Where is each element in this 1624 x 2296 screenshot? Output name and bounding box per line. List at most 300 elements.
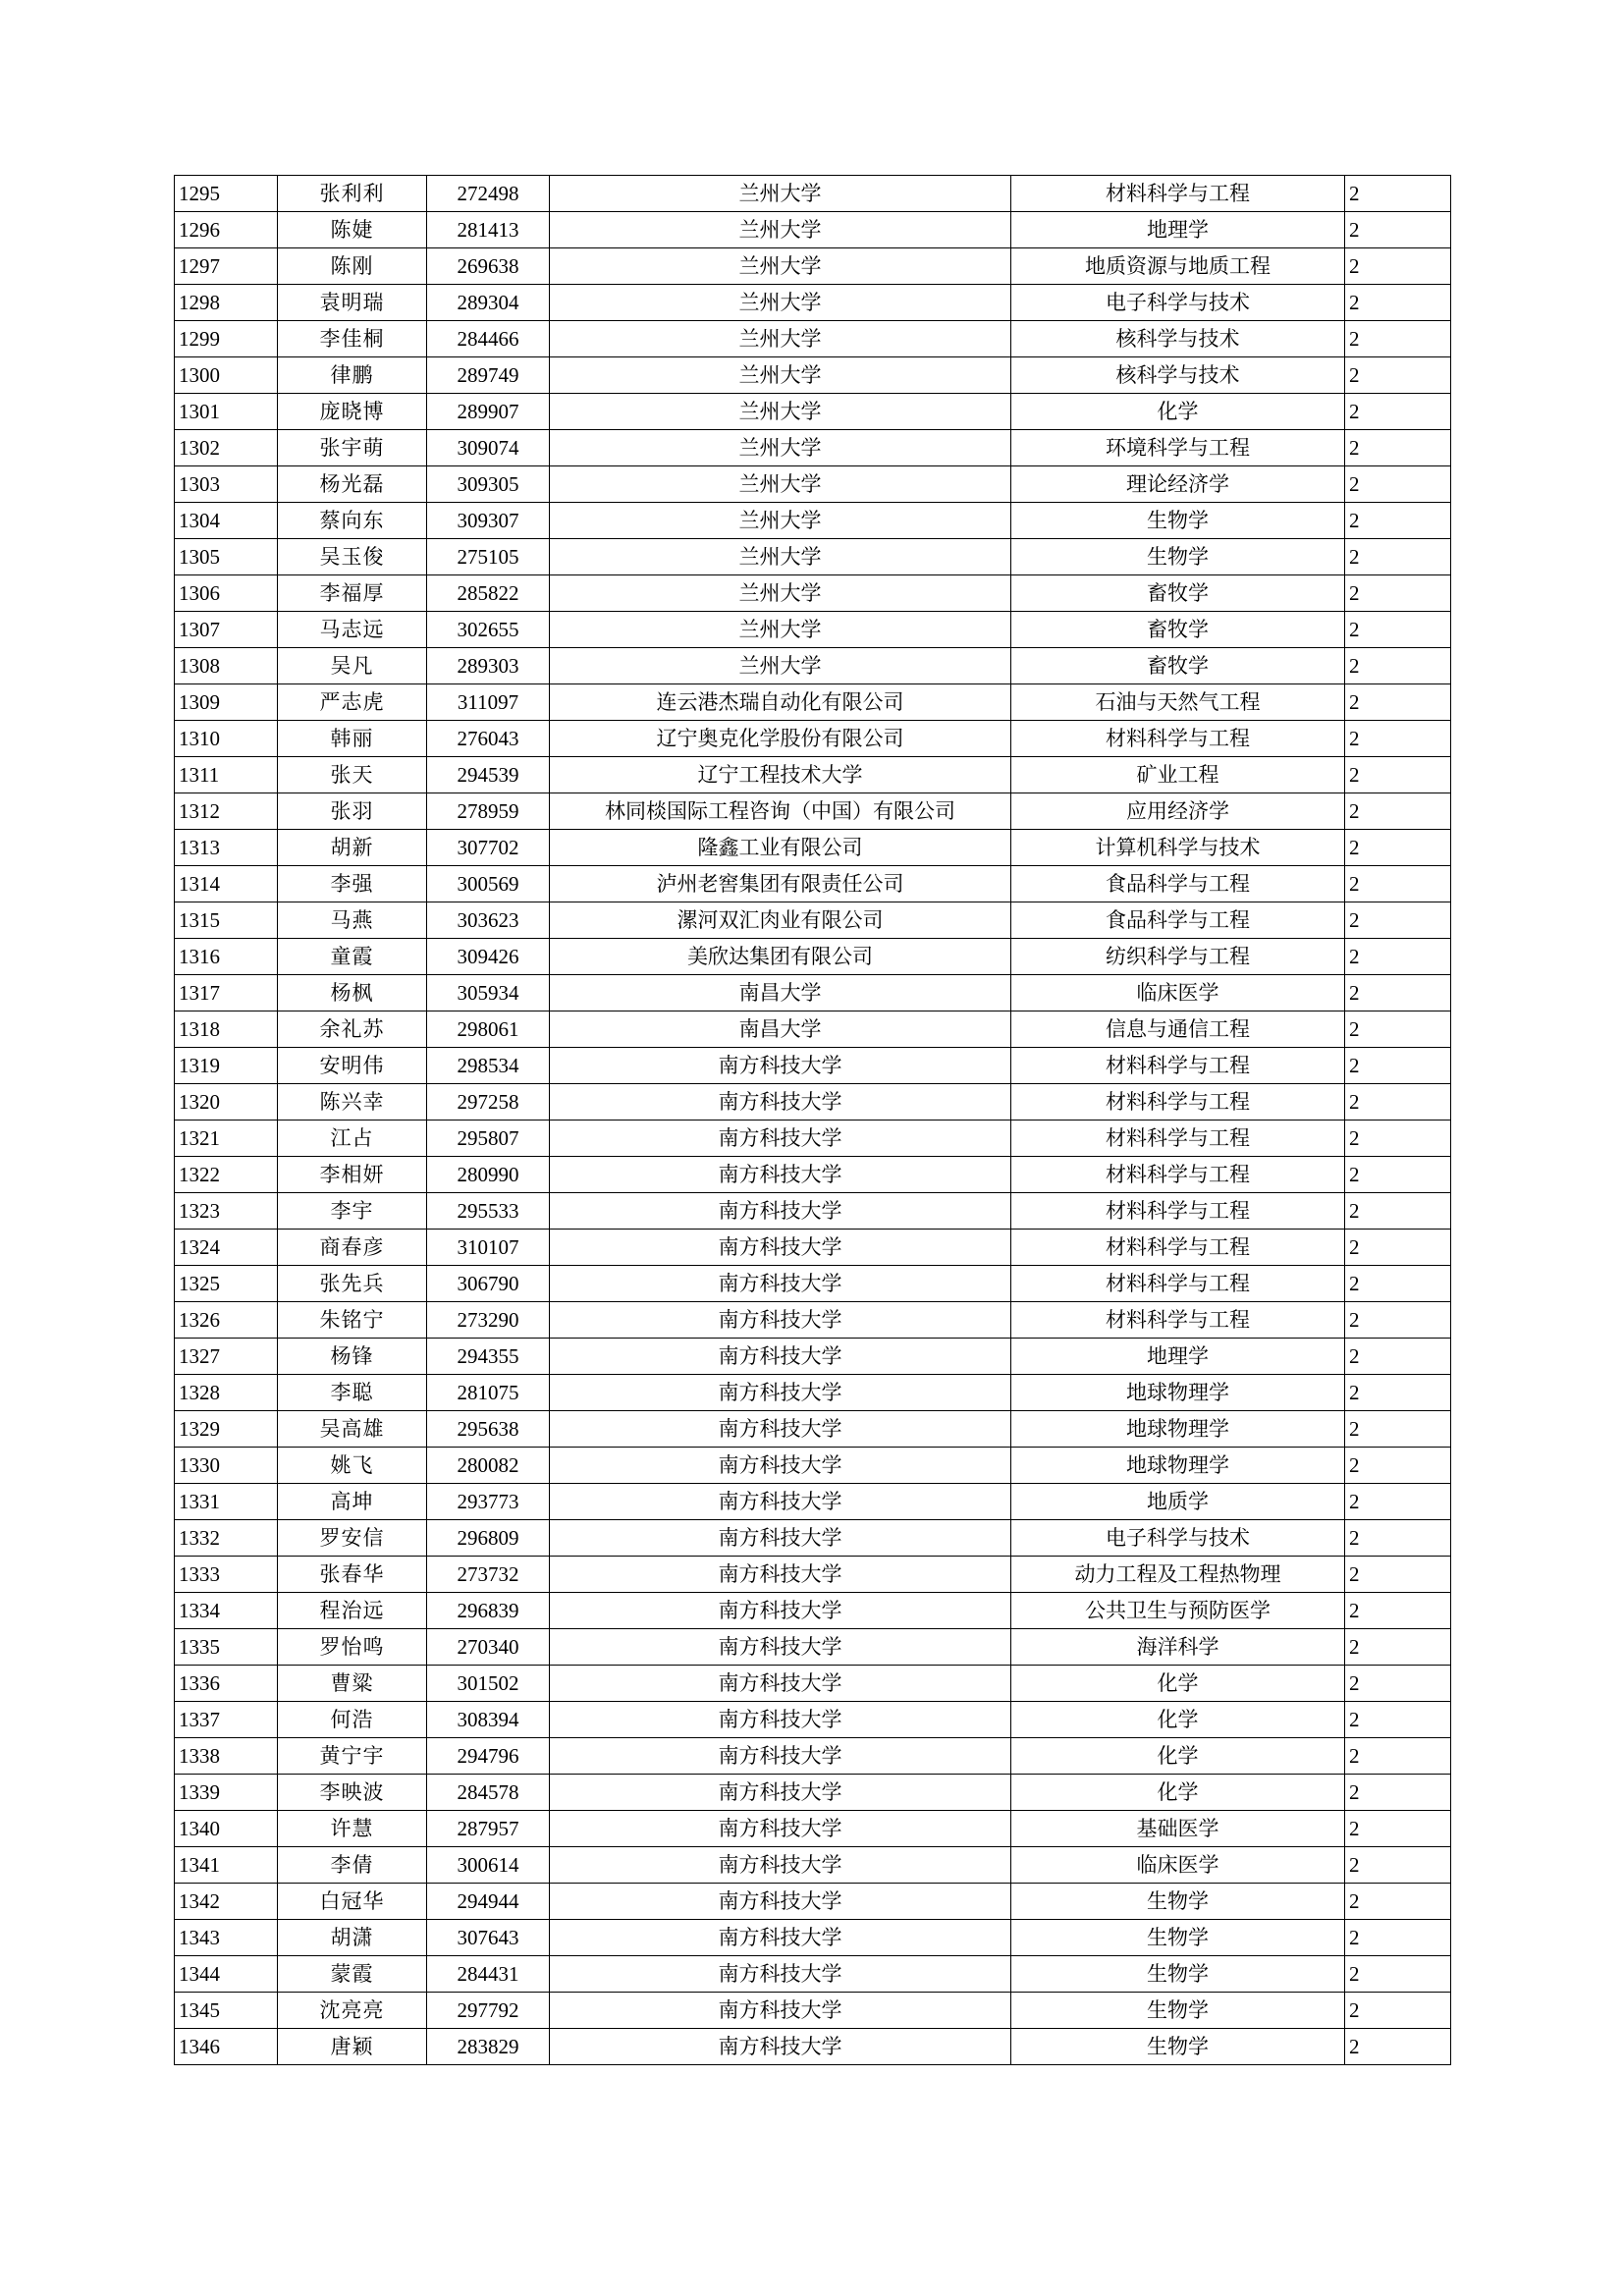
- cell-id: 307702: [427, 830, 550, 866]
- cell-id: 300614: [427, 1847, 550, 1884]
- cell-major: 地理学: [1011, 212, 1345, 248]
- cell-major: 电子科学与技术: [1011, 285, 1345, 321]
- cell-index: 1310: [175, 721, 278, 757]
- cell-major: 基础医学: [1011, 1811, 1345, 1847]
- cell-major: 材料科学与工程: [1011, 1084, 1345, 1121]
- cell-count: 2: [1345, 1775, 1451, 1811]
- cell-id: 289304: [427, 285, 550, 321]
- cell-major: 纺织科学与工程: [1011, 939, 1345, 975]
- cell-name: 陈刚: [278, 248, 427, 285]
- cell-organization: 南方科技大学: [550, 1484, 1011, 1520]
- cell-count: 2: [1345, 830, 1451, 866]
- cell-count: 2: [1345, 721, 1451, 757]
- cell-count: 2: [1345, 321, 1451, 357]
- cell-id: 305934: [427, 975, 550, 1011]
- cell-name: 高坤: [278, 1484, 427, 1520]
- cell-organization: 隆鑫工业有限公司: [550, 830, 1011, 866]
- cell-name: 韩丽: [278, 721, 427, 757]
- cell-name: 张先兵: [278, 1266, 427, 1302]
- cell-name: 李相妍: [278, 1157, 427, 1193]
- table-row: [175, 1520, 1451, 1557]
- cell-index: 1320: [175, 1084, 278, 1121]
- table-row: [175, 1484, 1451, 1520]
- cell-id: 289749: [427, 357, 550, 394]
- cell-name: 律鹏: [278, 357, 427, 394]
- cell-count: 2: [1345, 1266, 1451, 1302]
- cell-name: 蒙霞: [278, 1956, 427, 1993]
- cell-name: 庞晓博: [278, 394, 427, 430]
- cell-organization: 兰州大学: [550, 394, 1011, 430]
- table-row: [175, 1702, 1451, 1738]
- cell-major: 材料科学与工程: [1011, 1302, 1345, 1339]
- cell-index: 1321: [175, 1121, 278, 1157]
- cell-id: 285822: [427, 575, 550, 612]
- cell-name: 陈兴幸: [278, 1084, 427, 1121]
- cell-count: 2: [1345, 357, 1451, 394]
- table-row: [175, 1993, 1451, 2029]
- cell-id: 295638: [427, 1411, 550, 1448]
- cell-id: 283829: [427, 2029, 550, 2065]
- cell-id: 281413: [427, 212, 550, 248]
- cell-major: 临床医学: [1011, 975, 1345, 1011]
- cell-count: 2: [1345, 1339, 1451, 1375]
- cell-count: 2: [1345, 975, 1451, 1011]
- cell-organization: 美欣达集团有限公司: [550, 939, 1011, 975]
- table-row: [175, 1011, 1451, 1048]
- cell-name: 李宇: [278, 1193, 427, 1230]
- cell-index: 1336: [175, 1666, 278, 1702]
- cell-organization: 南方科技大学: [550, 1448, 1011, 1484]
- cell-count: 2: [1345, 1738, 1451, 1775]
- cell-index: 1332: [175, 1520, 278, 1557]
- cell-index: 1319: [175, 1048, 278, 1084]
- cell-major: 应用经济学: [1011, 793, 1345, 830]
- cell-count: 2: [1345, 1884, 1451, 1920]
- cell-id: 295807: [427, 1121, 550, 1157]
- cell-organization: 漯河双汇肉业有限公司: [550, 902, 1011, 939]
- cell-count: 2: [1345, 1230, 1451, 1266]
- table-row: [175, 866, 1451, 902]
- cell-id: 311097: [427, 684, 550, 721]
- cell-organization: 南方科技大学: [550, 1702, 1011, 1738]
- cell-major: 海洋科学: [1011, 1629, 1345, 1666]
- cell-id: 301502: [427, 1666, 550, 1702]
- cell-id: 289907: [427, 394, 550, 430]
- cell-name: 沈亮亮: [278, 1993, 427, 2029]
- cell-index: 1314: [175, 866, 278, 902]
- cell-major: 地球物理学: [1011, 1448, 1345, 1484]
- cell-count: 2: [1345, 430, 1451, 466]
- table-row: [175, 1557, 1451, 1593]
- table-row: [175, 1629, 1451, 1666]
- cell-organization: 南方科技大学: [550, 2029, 1011, 2065]
- cell-id: 296839: [427, 1593, 550, 1629]
- cell-name: 杨锋: [278, 1339, 427, 1375]
- cell-index: 1338: [175, 1738, 278, 1775]
- table-row: [175, 939, 1451, 975]
- table-row: [175, 466, 1451, 503]
- table-row: [175, 1811, 1451, 1847]
- cell-index: 1345: [175, 1993, 278, 2029]
- table-row: [175, 357, 1451, 394]
- cell-id: 298534: [427, 1048, 550, 1084]
- cell-id: 310107: [427, 1230, 550, 1266]
- cell-count: 2: [1345, 212, 1451, 248]
- cell-major: 石油与天然气工程: [1011, 684, 1345, 721]
- cell-count: 2: [1345, 1593, 1451, 1629]
- cell-organization: 辽宁工程技术大学: [550, 757, 1011, 793]
- table-row: [175, 212, 1451, 248]
- table-row: [175, 1411, 1451, 1448]
- cell-index: 1305: [175, 539, 278, 575]
- cell-id: 269638: [427, 248, 550, 285]
- cell-index: 1317: [175, 975, 278, 1011]
- cell-id: 295533: [427, 1193, 550, 1230]
- cell-id: 302655: [427, 612, 550, 648]
- cell-name: 杨枫: [278, 975, 427, 1011]
- cell-index: 1301: [175, 394, 278, 430]
- cell-index: 1302: [175, 430, 278, 466]
- cell-major: 生物学: [1011, 1993, 1345, 2029]
- cell-id: 273290: [427, 1302, 550, 1339]
- cell-count: 2: [1345, 1011, 1451, 1048]
- cell-organization: 兰州大学: [550, 430, 1011, 466]
- cell-name: 蔡向东: [278, 503, 427, 539]
- table-row: [175, 721, 1451, 757]
- table-row: [175, 1375, 1451, 1411]
- cell-count: 2: [1345, 503, 1451, 539]
- cell-organization: 南方科技大学: [550, 1920, 1011, 1956]
- cell-count: 2: [1345, 1557, 1451, 1593]
- table-row: [175, 1448, 1451, 1484]
- cell-count: 2: [1345, 394, 1451, 430]
- cell-count: 2: [1345, 1084, 1451, 1121]
- cell-organization: 南方科技大学: [550, 1266, 1011, 1302]
- cell-id: 294796: [427, 1738, 550, 1775]
- cell-major: 地质学: [1011, 1484, 1345, 1520]
- cell-name: 李佳桐: [278, 321, 427, 357]
- cell-organization: 南方科技大学: [550, 1411, 1011, 1448]
- table-row: [175, 394, 1451, 430]
- cell-name: 严志虎: [278, 684, 427, 721]
- cell-name: 李聪: [278, 1375, 427, 1411]
- cell-id: 303623: [427, 902, 550, 939]
- cell-major: 材料科学与工程: [1011, 721, 1345, 757]
- table-row: [175, 684, 1451, 721]
- cell-count: 2: [1345, 1702, 1451, 1738]
- cell-count: 2: [1345, 539, 1451, 575]
- cell-name: 程治远: [278, 1593, 427, 1629]
- table-row: [175, 1121, 1451, 1157]
- cell-index: 1313: [175, 830, 278, 866]
- cell-organization: 南方科技大学: [550, 1375, 1011, 1411]
- cell-count: 2: [1345, 757, 1451, 793]
- cell-major: 材料科学与工程: [1011, 1048, 1345, 1084]
- cell-name: 胡潇: [278, 1920, 427, 1956]
- cell-id: 289303: [427, 648, 550, 684]
- cell-name: 马燕: [278, 902, 427, 939]
- cell-organization: 南方科技大学: [550, 1593, 1011, 1629]
- cell-index: 1343: [175, 1920, 278, 1956]
- table-row: [175, 757, 1451, 793]
- cell-organization: 兰州大学: [550, 321, 1011, 357]
- cell-organization: 兰州大学: [550, 539, 1011, 575]
- cell-major: 生物学: [1011, 2029, 1345, 2065]
- table-row: [175, 648, 1451, 684]
- cell-name: 童霞: [278, 939, 427, 975]
- table-row: [175, 1302, 1451, 1339]
- cell-index: 1331: [175, 1484, 278, 1520]
- cell-major: 生物学: [1011, 1956, 1345, 1993]
- cell-organization: 南方科技大学: [550, 1302, 1011, 1339]
- table-row: [175, 575, 1451, 612]
- cell-name: 李倩: [278, 1847, 427, 1884]
- cell-name: 张利利: [278, 176, 427, 212]
- cell-index: 1337: [175, 1702, 278, 1738]
- table-row: [175, 793, 1451, 830]
- cell-organization: 林同棪国际工程咨询（中国）有限公司: [550, 793, 1011, 830]
- cell-organization: 兰州大学: [550, 285, 1011, 321]
- cell-id: 284578: [427, 1775, 550, 1811]
- cell-count: 2: [1345, 684, 1451, 721]
- table-row: [175, 1775, 1451, 1811]
- cell-count: 2: [1345, 1956, 1451, 1993]
- cell-index: 1307: [175, 612, 278, 648]
- cell-major: 材料科学与工程: [1011, 1121, 1345, 1157]
- cell-id: 297792: [427, 1993, 550, 2029]
- cell-index: 1322: [175, 1157, 278, 1193]
- cell-count: 2: [1345, 866, 1451, 902]
- table-row: [175, 1920, 1451, 1956]
- cell-index: 1341: [175, 1847, 278, 1884]
- cell-major: 电子科学与技术: [1011, 1520, 1345, 1557]
- cell-id: 296809: [427, 1520, 550, 1557]
- cell-major: 材料科学与工程: [1011, 176, 1345, 212]
- cell-id: 294944: [427, 1884, 550, 1920]
- cell-organization: 兰州大学: [550, 212, 1011, 248]
- cell-major: 生物学: [1011, 1920, 1345, 1956]
- cell-id: 284431: [427, 1956, 550, 1993]
- cell-count: 2: [1345, 1629, 1451, 1666]
- cell-index: 1316: [175, 939, 278, 975]
- cell-major: 临床医学: [1011, 1847, 1345, 1884]
- cell-organization: 兰州大学: [550, 575, 1011, 612]
- cell-id: 280990: [427, 1157, 550, 1193]
- cell-organization: 南方科技大学: [550, 1339, 1011, 1375]
- cell-count: 2: [1345, 575, 1451, 612]
- cell-major: 化学: [1011, 1702, 1345, 1738]
- cell-count: 2: [1345, 1520, 1451, 1557]
- cell-count: 2: [1345, 939, 1451, 975]
- cell-organization: 连云港杰瑞自动化有限公司: [550, 684, 1011, 721]
- cell-name: 李映波: [278, 1775, 427, 1811]
- cell-name: 杨光磊: [278, 466, 427, 503]
- cell-id: 298061: [427, 1011, 550, 1048]
- cell-organization: 南方科技大学: [550, 1121, 1011, 1157]
- cell-name: 朱铭宁: [278, 1302, 427, 1339]
- cell-count: 2: [1345, 902, 1451, 939]
- cell-major: 畜牧学: [1011, 575, 1345, 612]
- table-row: [175, 1593, 1451, 1629]
- cell-count: 2: [1345, 1448, 1451, 1484]
- cell-id: 280082: [427, 1448, 550, 1484]
- cell-index: 1318: [175, 1011, 278, 1048]
- cell-major: 地质资源与地质工程: [1011, 248, 1345, 285]
- cell-id: 300569: [427, 866, 550, 902]
- cell-major: 核科学与技术: [1011, 321, 1345, 357]
- cell-count: 2: [1345, 466, 1451, 503]
- cell-name: 罗怡鸣: [278, 1629, 427, 1666]
- cell-id: 309426: [427, 939, 550, 975]
- table-row: [175, 1266, 1451, 1302]
- cell-id: 278959: [427, 793, 550, 830]
- cell-index: 1326: [175, 1302, 278, 1339]
- cell-major: 矿业工程: [1011, 757, 1345, 793]
- cell-major: 核科学与技术: [1011, 357, 1345, 394]
- cell-index: 1344: [175, 1956, 278, 1993]
- cell-organization: 南方科技大学: [550, 1629, 1011, 1666]
- cell-index: 1325: [175, 1266, 278, 1302]
- cell-name: 马志远: [278, 612, 427, 648]
- table-container: [174, 175, 1450, 2065]
- cell-index: 1312: [175, 793, 278, 830]
- table-row: [175, 1956, 1451, 1993]
- cell-major: 生物学: [1011, 503, 1345, 539]
- cell-name: 黄宁宇: [278, 1738, 427, 1775]
- table-row: [175, 430, 1451, 466]
- table-row: [175, 902, 1451, 939]
- cell-count: 2: [1345, 1302, 1451, 1339]
- cell-count: 2: [1345, 1193, 1451, 1230]
- cell-organization: 南方科技大学: [550, 1993, 1011, 2029]
- cell-major: 化学: [1011, 1775, 1345, 1811]
- cell-id: 294539: [427, 757, 550, 793]
- cell-id: 270340: [427, 1629, 550, 1666]
- table-row: [175, 975, 1451, 1011]
- cell-organization: 兰州大学: [550, 176, 1011, 212]
- cell-name: 张羽: [278, 793, 427, 830]
- cell-name: 吴高雄: [278, 1411, 427, 1448]
- table-row: [175, 830, 1451, 866]
- cell-count: 2: [1345, 1920, 1451, 1956]
- cell-count: 2: [1345, 1811, 1451, 1847]
- cell-name: 张天: [278, 757, 427, 793]
- cell-major: 材料科学与工程: [1011, 1193, 1345, 1230]
- cell-major: 地理学: [1011, 1339, 1345, 1375]
- cell-index: 1333: [175, 1557, 278, 1593]
- cell-index: 1334: [175, 1593, 278, 1629]
- cell-name: 吴凡: [278, 648, 427, 684]
- cell-index: 1346: [175, 2029, 278, 2065]
- cell-name: 袁明瑞: [278, 285, 427, 321]
- cell-organization: 南方科技大学: [550, 1847, 1011, 1884]
- cell-major: 理论经济学: [1011, 466, 1345, 503]
- cell-count: 2: [1345, 285, 1451, 321]
- table-row: [175, 1666, 1451, 1702]
- cell-organization: 辽宁奥克化学股份有限公司: [550, 721, 1011, 757]
- cell-index: 1329: [175, 1411, 278, 1448]
- table-row: [175, 285, 1451, 321]
- cell-index: 1328: [175, 1375, 278, 1411]
- cell-name: 余礼苏: [278, 1011, 427, 1048]
- table-row: [175, 612, 1451, 648]
- cell-count: 2: [1345, 1993, 1451, 2029]
- cell-name: 张宇萌: [278, 430, 427, 466]
- cell-major: 地球物理学: [1011, 1411, 1345, 1448]
- cell-organization: 南方科技大学: [550, 1956, 1011, 1993]
- cell-organization: 南方科技大学: [550, 1157, 1011, 1193]
- table-row: [175, 1339, 1451, 1375]
- cell-major: 化学: [1011, 1666, 1345, 1702]
- cell-index: 1298: [175, 285, 278, 321]
- cell-major: 材料科学与工程: [1011, 1266, 1345, 1302]
- cell-id: 272498: [427, 176, 550, 212]
- cell-index: 1335: [175, 1629, 278, 1666]
- cell-count: 2: [1345, 648, 1451, 684]
- table-row: [175, 1847, 1451, 1884]
- cell-name: 李福厚: [278, 575, 427, 612]
- cell-major: 动力工程及工程热物理: [1011, 1557, 1345, 1593]
- cell-major: 畜牧学: [1011, 612, 1345, 648]
- cell-index: 1306: [175, 575, 278, 612]
- cell-organization: 兰州大学: [550, 248, 1011, 285]
- cell-id: 293773: [427, 1484, 550, 1520]
- applicant-table: [174, 175, 1451, 2065]
- cell-count: 2: [1345, 612, 1451, 648]
- cell-major: 公共卫生与预防医学: [1011, 1593, 1345, 1629]
- cell-name: 吴玉俊: [278, 539, 427, 575]
- cell-organization: 南昌大学: [550, 975, 1011, 1011]
- cell-id: 308394: [427, 1702, 550, 1738]
- cell-major: 地球物理学: [1011, 1375, 1345, 1411]
- cell-organization: 南方科技大学: [550, 1193, 1011, 1230]
- cell-name: 胡新: [278, 830, 427, 866]
- table-row: [175, 1157, 1451, 1193]
- cell-name: 商春彦: [278, 1230, 427, 1266]
- cell-id: 309074: [427, 430, 550, 466]
- cell-count: 2: [1345, 1048, 1451, 1084]
- cell-id: 281075: [427, 1375, 550, 1411]
- cell-major: 信息与通信工程: [1011, 1011, 1345, 1048]
- cell-index: 1323: [175, 1193, 278, 1230]
- cell-id: 307643: [427, 1920, 550, 1956]
- table-row: [175, 1738, 1451, 1775]
- cell-id: 276043: [427, 721, 550, 757]
- cell-index: 1311: [175, 757, 278, 793]
- cell-organization: 南方科技大学: [550, 1084, 1011, 1121]
- cell-id: 306790: [427, 1266, 550, 1302]
- cell-major: 环境科学与工程: [1011, 430, 1345, 466]
- cell-index: 1304: [175, 503, 278, 539]
- cell-name: 安明伟: [278, 1048, 427, 1084]
- cell-major: 化学: [1011, 1738, 1345, 1775]
- cell-count: 2: [1345, 1666, 1451, 1702]
- cell-organization: 兰州大学: [550, 466, 1011, 503]
- cell-organization: 南昌大学: [550, 1011, 1011, 1048]
- cell-id: 297258: [427, 1084, 550, 1121]
- cell-name: 唐颖: [278, 2029, 427, 2065]
- cell-count: 2: [1345, 1484, 1451, 1520]
- table-row: [175, 1084, 1451, 1121]
- cell-index: 1300: [175, 357, 278, 394]
- cell-count: 2: [1345, 1375, 1451, 1411]
- cell-count: 2: [1345, 793, 1451, 830]
- cell-major: 食品科学与工程: [1011, 866, 1345, 902]
- cell-index: 1296: [175, 212, 278, 248]
- cell-id: 275105: [427, 539, 550, 575]
- table-row: [175, 503, 1451, 539]
- cell-organization: 南方科技大学: [550, 1520, 1011, 1557]
